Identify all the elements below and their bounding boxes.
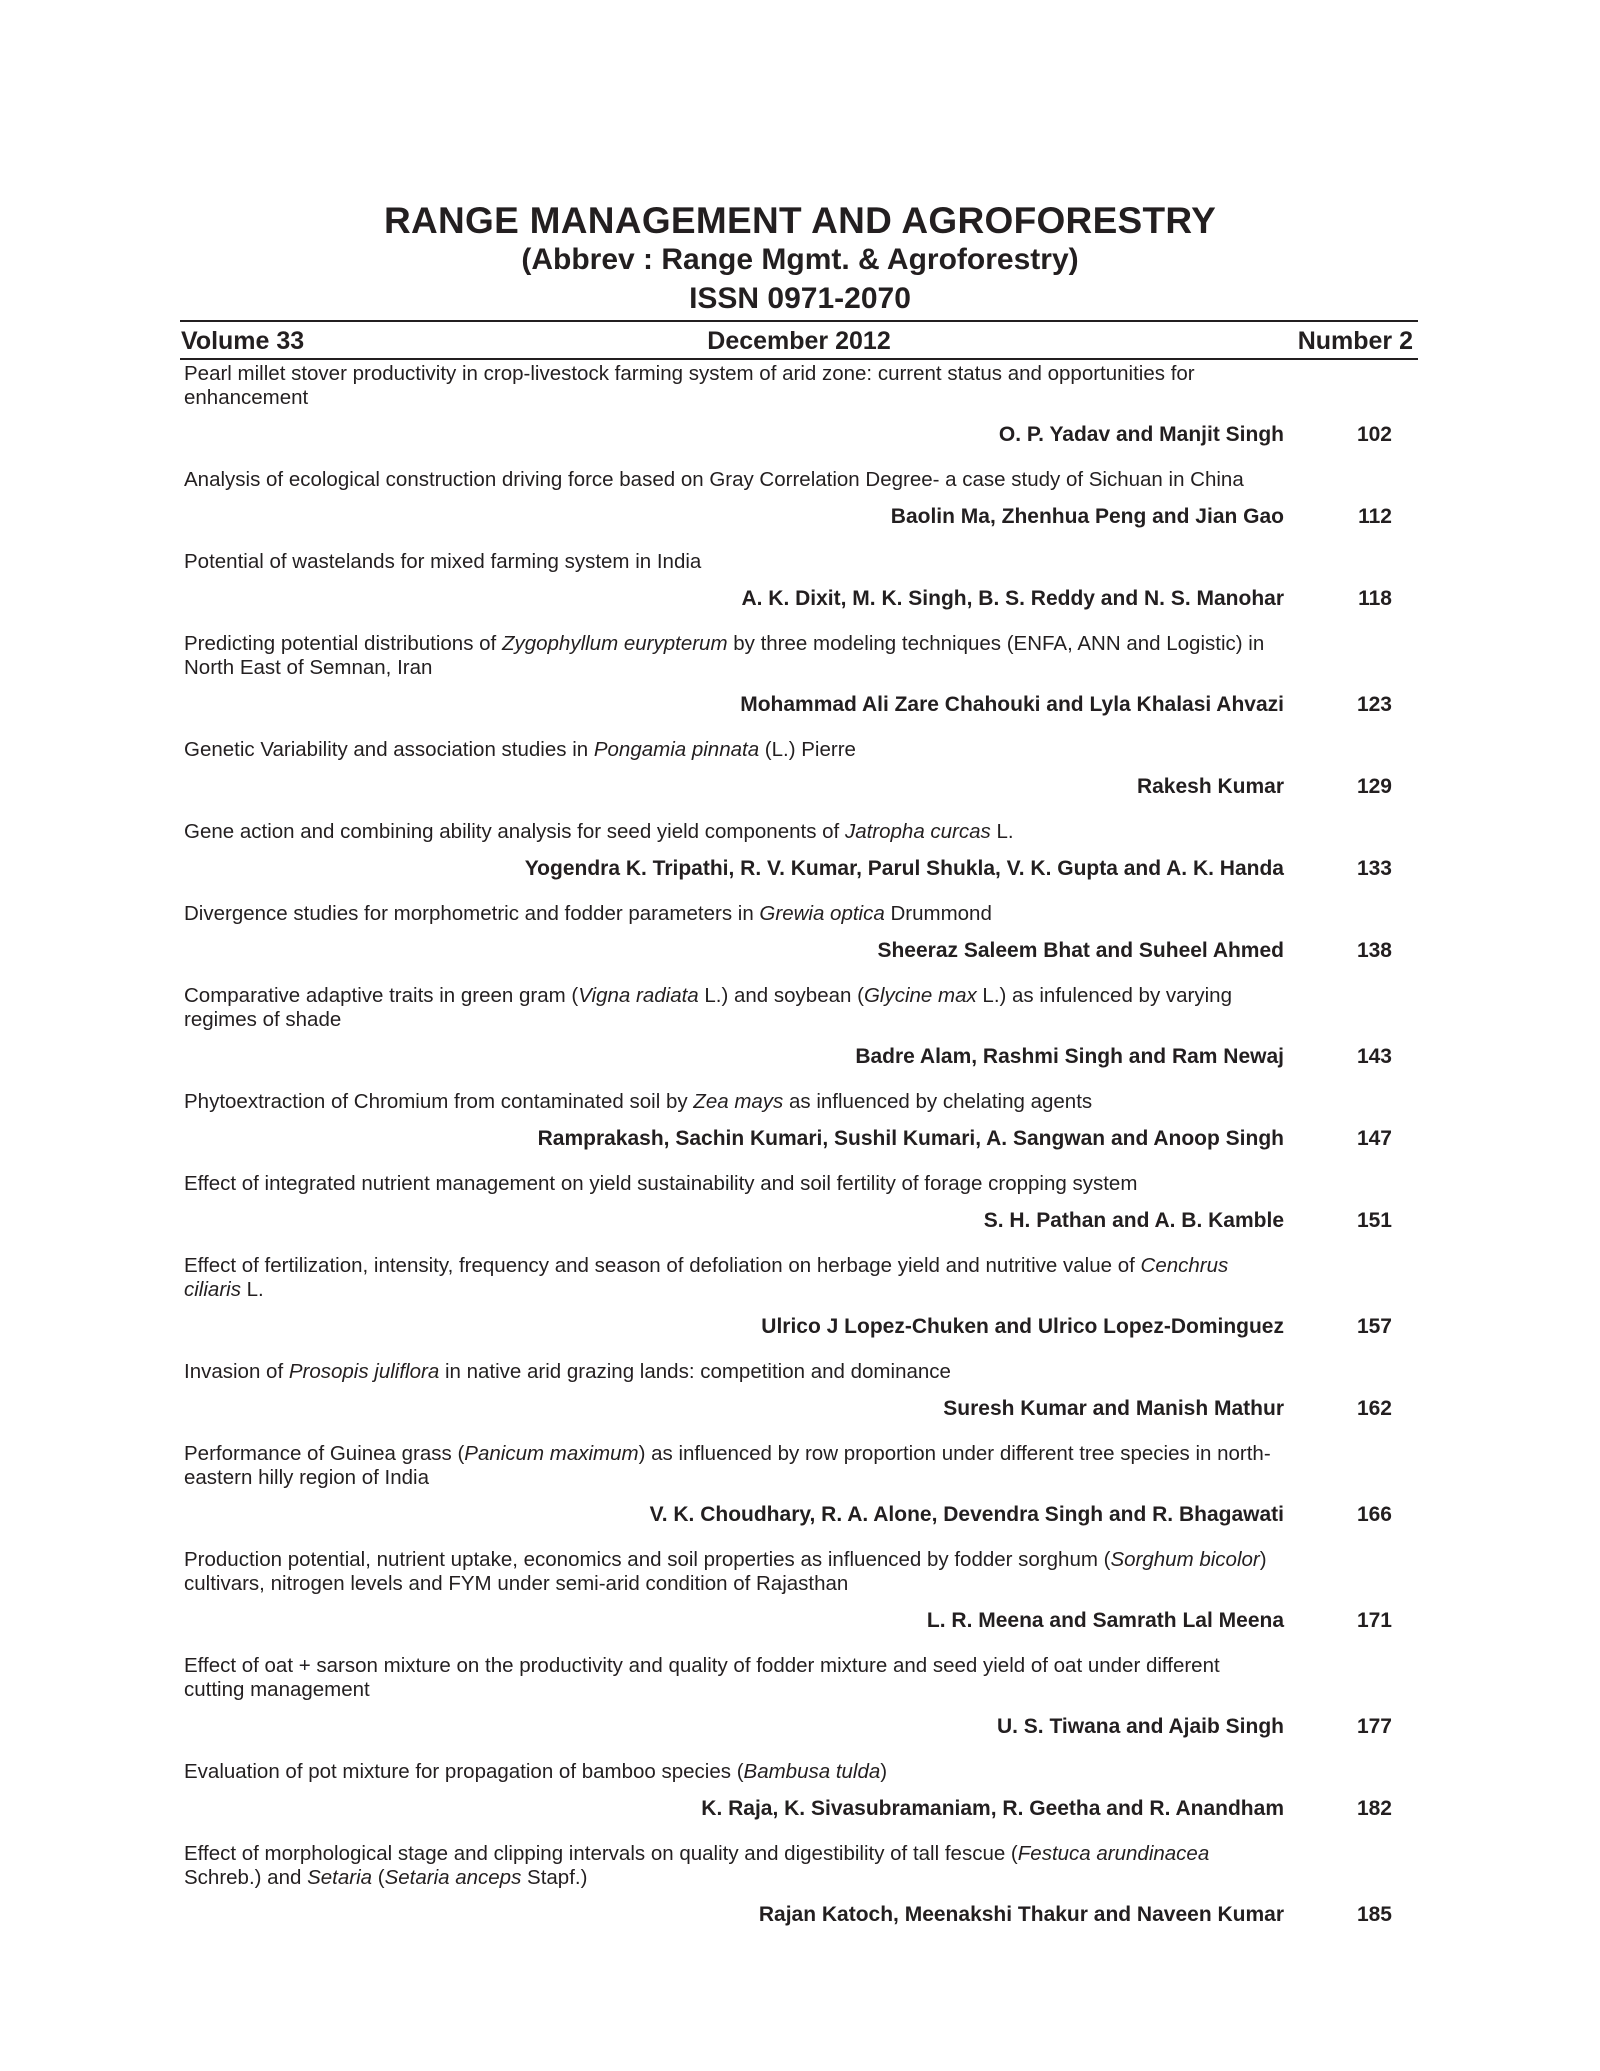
article-title (184, 468, 1284, 492)
article-title (184, 984, 1284, 1032)
species-name: Panicum maximum (464, 1442, 639, 1465)
species-name: Setaria anceps (384, 1866, 522, 1889)
toc-entry (184, 820, 1404, 902)
title-text: Effect of morphological stage and clipping intervals on quality and digestibility of tall fescue ( (184, 1842, 1018, 1865)
article-page-number: 143 (1356, 1045, 1392, 1068)
article-page-number: 182 (1356, 1797, 1392, 1820)
title-text: (L.) Pierre (759, 738, 856, 761)
issue-volume: Volume 33 (181, 327, 305, 355)
species-name: Bambusa tulda (743, 1760, 881, 1783)
entry-spacer (184, 532, 1404, 550)
toc-entry (184, 1254, 1404, 1360)
entry-spacer (184, 1236, 1404, 1254)
journal-title: RANGE MANAGEMENT AND AGROFORESTRY (383, 200, 1217, 241)
author-row (184, 1606, 1404, 1636)
article-page-number: 151 (1356, 1209, 1392, 1232)
article-page-number: 185 (1356, 1903, 1392, 1926)
article-title (184, 1760, 1284, 1784)
article-authors: Rajan Katoch, Meenakshi Thakur and Naveen Kumar (758, 1903, 1284, 1926)
toc-entry (184, 632, 1404, 738)
entry-spacer (184, 1342, 1404, 1360)
article-page-number: 133 (1356, 857, 1392, 880)
article-authors: Badre Alam, Rashmi Singh and Ram Newaj (855, 1045, 1284, 1068)
entry-spacer (184, 1154, 1404, 1172)
title-text: ) cultivars, nitrogen levels and FYM under semi-arid condition of Rajasthan (184, 1548, 1267, 1595)
toc-entry (184, 984, 1404, 1090)
species-name: Sorghum bicolor (1110, 1548, 1260, 1571)
species-name: Cenchrus ciliaris (184, 1254, 1229, 1301)
article-page-number: 129 (1356, 775, 1392, 798)
article-authors: U. S. Tiwana and Ajaib Singh (996, 1715, 1284, 1738)
title-text: Drummond (884, 902, 992, 925)
title-text: Invasion of (184, 1360, 289, 1383)
table-of-contents (184, 362, 1404, 1930)
toc-entry (184, 1442, 1404, 1548)
article-title (184, 1360, 1284, 1384)
title-text: Effect of integrated nutrient management on yield sustainability and soil fertility of forage cropping system (184, 1172, 1138, 1195)
entry-spacer (184, 1824, 1404, 1842)
toc-entry (184, 468, 1404, 550)
title-text: ( (372, 1866, 385, 1889)
title-text: by three modeling techniques (ENFA, ANN and Logistic) in North East of Semnan, Iran (184, 632, 1265, 679)
article-page-number: 147 (1356, 1127, 1392, 1150)
title-text: Effect of oat + sarson mixture on the productivity and quality of fodder mixture and seed yield of oat under different cutting management (184, 1654, 1220, 1701)
entry-spacer (184, 1636, 1404, 1654)
article-authors: O. P. Yadav and Manjit Singh (998, 423, 1284, 446)
title-text: as influenced by chelating agents (783, 1090, 1093, 1113)
title-text: Performance of Guinea grass ( (184, 1442, 465, 1465)
entry-spacer (184, 1072, 1404, 1090)
article-page-number: 102 (1356, 423, 1392, 446)
entry-spacer (184, 966, 1404, 984)
title-text: Pearl millet stover productivity in crop-livestock farming system of arid zone: current status and opportunities for enhancement (184, 362, 1195, 409)
entry-spacer (184, 884, 1404, 902)
article-authors: Mohammad Ali Zare Chahouki and Lyla Khalasi Ahvazi (740, 693, 1284, 716)
author-row (184, 936, 1404, 966)
article-authors: Sheeraz Saleem Bhat and Suheel Ahmed (877, 939, 1284, 962)
article-authors: Rakesh Kumar (1136, 775, 1284, 798)
title-text: Predicting potential distributions of (184, 632, 502, 655)
title-text: Effect of fertilization, intensity, frequency and season of defoliation on herbage yield and nutritive value of (184, 1254, 1141, 1277)
article-title (184, 1172, 1284, 1196)
species-name: Zea mays (693, 1090, 784, 1113)
header-rule-bottom (180, 358, 1418, 360)
author-row (184, 1794, 1404, 1824)
title-text: Divergence studies for morphometric and fodder parameters in (184, 902, 760, 925)
author-row (184, 502, 1404, 532)
entry-spacer (184, 1530, 1404, 1548)
title-text: Production potential, nutrient uptake, economics and soil properties as influenced by fodder sorghum ( (184, 1548, 1111, 1571)
species-name: Glycine max (863, 984, 977, 1007)
article-page-number: 123 (1356, 693, 1392, 716)
article-authors: S. H. Pathan and A. B. Kamble (983, 1209, 1284, 1232)
title-text: Genetic Variability and association studies in (184, 738, 594, 761)
author-row (184, 1312, 1404, 1342)
author-row (184, 1500, 1404, 1530)
title-text: Schreb.) and (184, 1866, 308, 1889)
article-authors: K. Raja, K. Sivasubramaniam, R. Geetha and R. Anandham (701, 1797, 1284, 1820)
author-row (184, 1206, 1404, 1236)
toc-entry (184, 1654, 1404, 1760)
title-text: Phytoextraction of Chromium from contaminated soil by (184, 1090, 694, 1113)
author-row (184, 420, 1404, 450)
article-authors: Ramprakash, Sachin Kumari, Sushil Kumari, A. Sangwan and Anoop Singh (537, 1127, 1284, 1150)
title-text: L. (240, 1278, 264, 1301)
entry-spacer (184, 1742, 1404, 1760)
article-title (184, 1548, 1284, 1596)
author-row (184, 1712, 1404, 1742)
article-title (184, 738, 1284, 762)
article-page-number: 118 (1358, 587, 1392, 610)
toc-entry (184, 1548, 1404, 1654)
article-page-number: 157 (1356, 1315, 1392, 1338)
journal-abbreviation: (Abbrev : Range Mgmt. & Agroforestry) (521, 243, 1079, 276)
article-page-number: 177 (1356, 1715, 1392, 1738)
article-authors: L. R. Meena and Samrath Lal Meena (926, 1609, 1284, 1632)
title-text: L.) and soybean ( (698, 984, 864, 1007)
article-title (184, 1090, 1284, 1114)
toc-entry (184, 1360, 1404, 1442)
toc-entry (184, 902, 1404, 984)
author-row (184, 772, 1404, 802)
toc-entry (184, 1172, 1404, 1254)
article-title (184, 1842, 1284, 1890)
author-row (184, 690, 1404, 720)
article-authors: Ulrico J Lopez-Chuken and Ulrico Lopez-Dominguez (761, 1315, 1284, 1338)
entry-spacer (184, 614, 1404, 632)
title-text: Analysis of ecological construction driving force based on Gray Correlation Degree- a case study of Sichuan in China (184, 468, 1244, 491)
entry-spacer (184, 720, 1404, 738)
journal-issn: ISSN 0971-2070 (689, 282, 911, 315)
species-name: Vigna radiata (578, 984, 699, 1007)
title-text: L.) as infulenced by varying regimes of shade (184, 984, 1232, 1031)
species-name: Setaria (307, 1866, 373, 1889)
article-authors: A. K. Dixit, M. K. Singh, B. S. Reddy and N. S. Manohar (741, 587, 1284, 610)
title-text: Gene action and combining ability analysis for seed yield components of (184, 820, 845, 843)
article-page-number: 162 (1356, 1397, 1392, 1420)
article-page-number: 171 (1356, 1609, 1392, 1632)
author-row (184, 1042, 1404, 1072)
title-text: L. (990, 820, 1014, 843)
species-name: Jatropha curcas (844, 820, 991, 843)
author-row (184, 1394, 1404, 1424)
species-name: Grewia optica (759, 902, 885, 925)
author-row (184, 1124, 1404, 1154)
title-text: in native arid grazing lands: competition and dominance (439, 1360, 951, 1383)
article-title (184, 902, 1284, 926)
author-row (184, 584, 1404, 614)
entry-spacer (184, 802, 1404, 820)
article-authors: Suresh Kumar and Manish Mathur (943, 1397, 1284, 1420)
title-text: ) as influenced by row proportion under different tree species in north-eastern hilly region of India (184, 1442, 1271, 1489)
species-name: Pongamia pinnata (593, 738, 760, 761)
toc-entry (184, 1090, 1404, 1172)
title-text: ) (880, 1760, 888, 1783)
toc-entry (184, 362, 1404, 468)
article-page-number: 166 (1356, 1503, 1392, 1526)
species-name: Prosopis juliflora (288, 1360, 440, 1383)
article-title (184, 1254, 1284, 1302)
article-title (184, 820, 1284, 844)
article-authors: Baolin Ma, Zhenhua Peng and Jian Gao (890, 505, 1284, 528)
article-title (184, 632, 1284, 680)
species-name: Festuca arundinacea (1017, 1842, 1210, 1865)
issue-bar (181, 326, 1417, 356)
article-title (184, 362, 1284, 410)
toc-entry (184, 1842, 1404, 1930)
species-name: Zygophyllum eurypterum (501, 632, 728, 655)
entry-spacer (184, 1424, 1404, 1442)
issue-number: Number 2 (1297, 327, 1413, 355)
article-title (184, 1654, 1284, 1702)
article-authors: V. K. Choudhary, R. A. Alone, Devendra Singh and R. Bhagawati (649, 1503, 1284, 1526)
title-text: Potential of wastelands for mixed farming system in India (184, 550, 702, 573)
toc-entry (184, 550, 1404, 632)
article-page-number: 112 (1358, 505, 1392, 528)
author-row (184, 854, 1404, 884)
header-rule-top (180, 320, 1418, 322)
title-text: Comparative adaptive traits in green gram ( (184, 984, 579, 1007)
article-page-number: 138 (1356, 939, 1392, 962)
toc-entry (184, 738, 1404, 820)
title-text: Stapf.) (521, 1866, 588, 1889)
article-title (184, 550, 1284, 574)
toc-entry (184, 1760, 1404, 1842)
article-title (184, 1442, 1284, 1490)
article-authors: Yogendra K. Tripathi, R. V. Kumar, Parul Shukla, V. K. Gupta and A. K. Handa (524, 857, 1284, 880)
author-row (184, 1900, 1404, 1930)
title-text: Evaluation of pot mixture for propagation of bamboo species ( (184, 1760, 744, 1783)
issue-date: December 2012 (707, 327, 891, 355)
entry-spacer (184, 450, 1404, 468)
